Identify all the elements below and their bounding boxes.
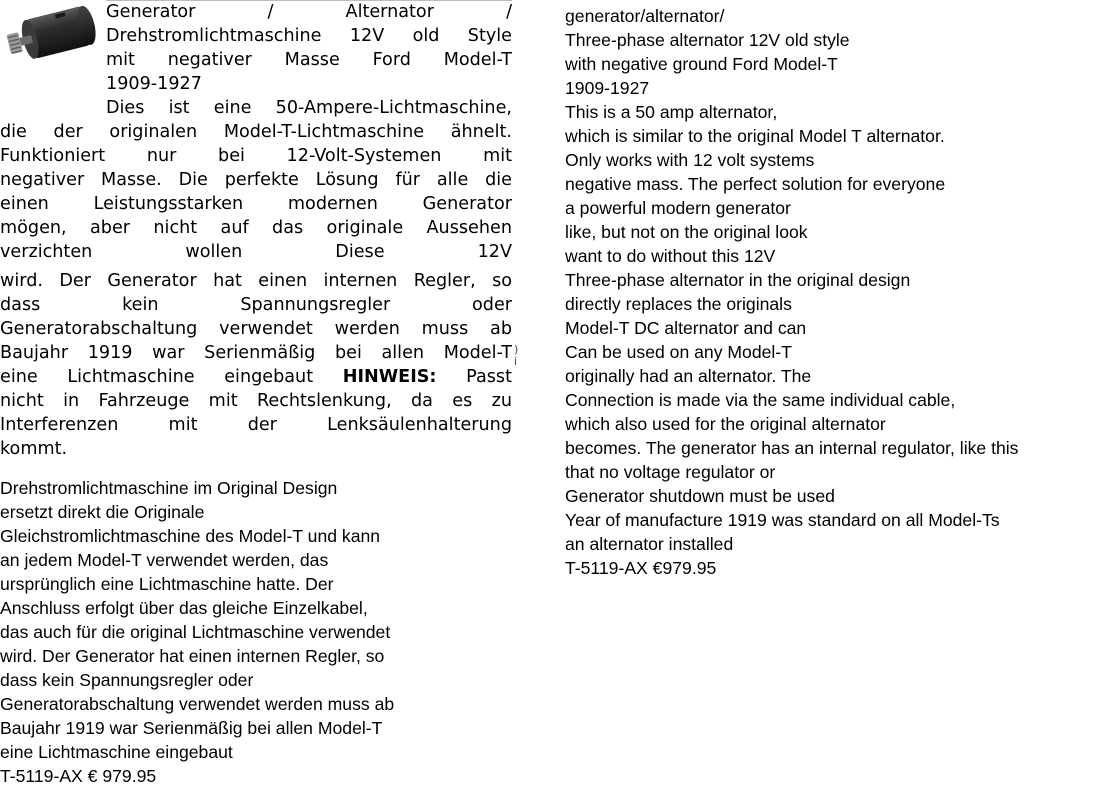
hinweis-line: eine Lichtmaschine eingebaut HINWEIS: Passt [0, 367, 512, 387]
description-line-7: verzichten wollen Diese 12V [0, 242, 512, 262]
continuation-line-4: Baujahr 1919 war Serienmäßig bei allen Model-T [0, 343, 512, 363]
english-line: This is a 50 amp alternator, [565, 102, 778, 122]
design-line: eine Lichtmaschine eingebaut [0, 742, 233, 762]
design-line: ursprünglich eine Lichtmaschine hatte. Der [0, 574, 334, 594]
english-line: becomes. The generator has an internal regulator, like this [565, 438, 1019, 458]
english-line: Model-T DC alternator and can [565, 318, 807, 338]
english-line: Three-phase alternator 12V old style [565, 30, 850, 50]
english-line: negative mass. The perfect solution for everyone [565, 174, 946, 194]
hinweis-label: HINWEIS: [342, 367, 437, 387]
english-line: Connection is made via the same individual cable, [565, 390, 956, 410]
price-english: T-5119-AX €979.95 [565, 558, 717, 578]
description-line-2: die der originalen Model-T-Lichtmaschine ähnelt. [0, 122, 512, 142]
description-line-1: Dies ist eine 50-Ampere-Lichtmaschine, [106, 98, 512, 118]
design-line: an jedem Model-T verwendet werden, das [0, 550, 329, 570]
title-line-2: Drehstromlichtmaschine 12V old Style [106, 26, 512, 46]
design-line: das auch für die original Lichtmaschine verwendet [0, 622, 391, 642]
description-line-3: Funktioniert nur bei 12-Volt-Systemen mit [0, 146, 512, 166]
english-line: generator/alternator/ [565, 6, 725, 26]
hinweis-line-4: kommt. [0, 439, 68, 459]
description-line-6: mögen, aber nicht auf das originale Aussehen [0, 218, 512, 238]
design-line: ersetzt direkt die Originale [0, 502, 205, 522]
english-line: Can be used on any Model-T [565, 342, 792, 362]
english-line: Only works with 12 volt systems [565, 150, 815, 170]
description-line-4: negativer Masse. Die perfekte Lösung für alle die [0, 170, 512, 190]
english-line: a powerful modern generator [565, 198, 791, 218]
english-line: Three-phase alternator in the original design [565, 270, 911, 290]
title-line-1: Generator / Alternator / [106, 2, 512, 22]
description-line-5: einen Leistungsstarken modernen Generator [0, 194, 512, 214]
design-line: Generatorabschaltung verwendet werden muss ab [0, 694, 395, 714]
title-line-3: mit negativer Masse Ford Model-T [106, 50, 512, 70]
english-line: Generator shutdown must be used [565, 486, 835, 506]
hinweis-line-3: Interferenzen mit der Lenksäulenhalterung [0, 415, 512, 435]
english-line: that no voltage regulator or [565, 462, 776, 482]
design-line: dass kein Spannungsregler oder [0, 670, 254, 690]
german-design-description [0, 476, 520, 788]
english-line: want to do without this 12V [565, 246, 776, 266]
design-line: Gleichstromlichtmaschine des Model-T und kann [0, 526, 381, 546]
title-line-4: 1909-1927 [106, 74, 202, 94]
english-translation [565, 4, 1119, 580]
english-line: 1909-1927 [565, 78, 650, 98]
continuation-line-1: wird. Der Generator hat einen internen Regler, so [0, 271, 512, 291]
product-title [0, 0, 512, 120]
design-line: Drehstromlichtmaschine im Original Design [0, 478, 338, 498]
english-line: Year of manufacture 1919 was standard on all Model-Ts [565, 510, 1000, 530]
english-line: directly replaces the originals [565, 294, 792, 314]
continuation-line-3: Generatorabschaltung verwendet werden muss ab [0, 319, 512, 339]
design-line: wird. Der Generator hat einen internen Regler, so [0, 646, 385, 666]
english-line: an alternator installed [565, 534, 734, 554]
english-line: with negative ground Ford Model-T [565, 54, 838, 74]
design-line: Anschluss erfolgt über das gleiche Einzelkabel, [0, 598, 368, 618]
design-line: Baujahr 1919 war Serienmäßig bei allen Model-T [0, 718, 383, 738]
english-line: originally had an alternator. The [565, 366, 812, 386]
hinweis-line-2: nicht in Fahrzeuge mit Rechtslenkung, da es zu [0, 391, 512, 411]
margin-marks: ) i [514, 343, 519, 368]
german-product-description [0, 0, 512, 461]
english-line: which is similar to the original Model T alternator. [565, 126, 945, 146]
price-german: T-5119-AX € 979.95 [0, 766, 157, 786]
english-line: like, but not on the original look [565, 222, 808, 242]
continuation-line-2: dass kein Spannungsregler oder [0, 295, 512, 315]
english-line: which also used for the original alternator [565, 414, 886, 434]
